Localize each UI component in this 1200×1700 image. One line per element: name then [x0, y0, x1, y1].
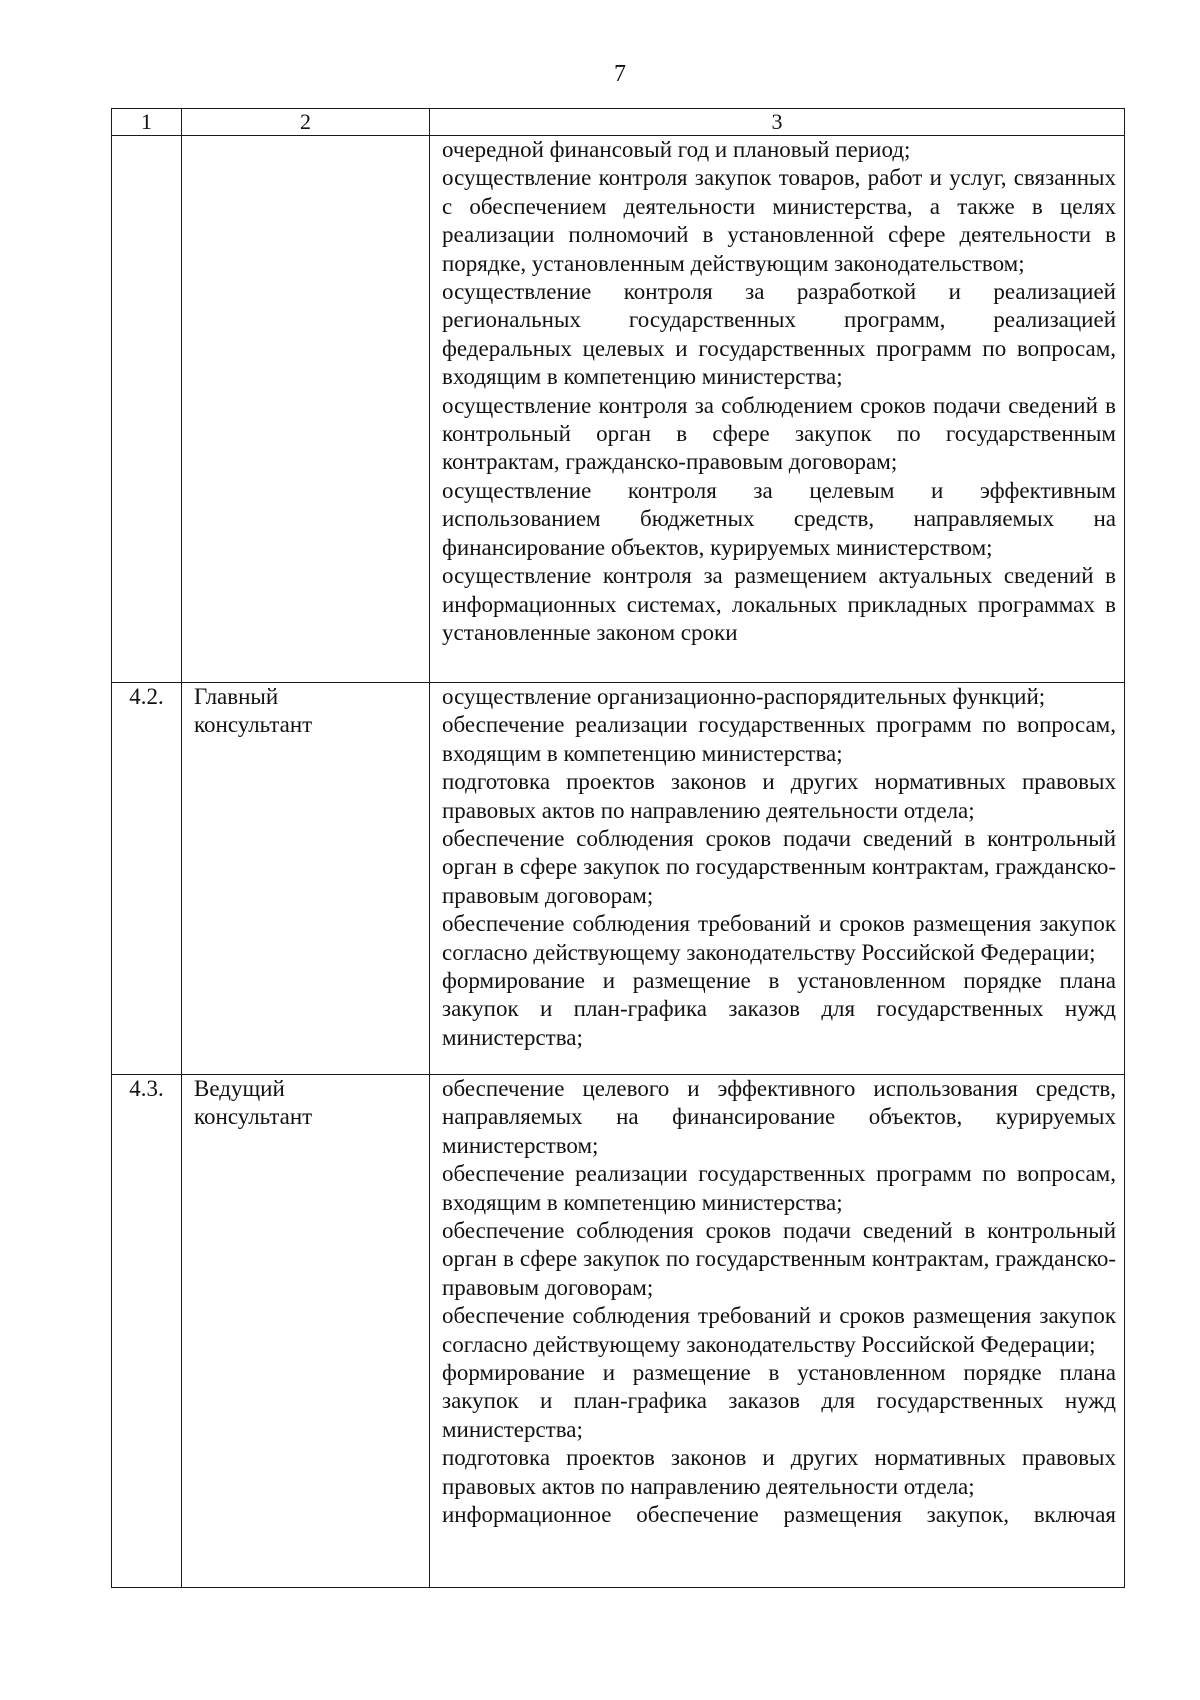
header-col-1: 1 [112, 109, 182, 136]
position-title: консультант [194, 712, 313, 738]
row-duties [430, 683, 1125, 1075]
position-title: консультант [194, 1104, 313, 1130]
duty-item: осуществление контроля за соблюдением сроков подачи сведений в контрольный орган в сфере закупок по государственным контрактам, гражданско-правовым договорам; [442, 392, 1116, 475]
header-col-3: 3 [430, 109, 1125, 136]
row-position [182, 136, 430, 683]
row-position [182, 1075, 430, 1588]
row-position [182, 683, 430, 1075]
row-duties [430, 1075, 1125, 1588]
duties-table [111, 108, 1125, 1588]
page-number: 7 [614, 61, 626, 87]
duty-item: формирование и размещение в установленном порядке плана закупок и план-графика заказов для государственных нужд министерства; [442, 1360, 1116, 1442]
duty-item: обеспечение реализации государственных программ по вопросам, входящим в компетенцию министерства; [442, 1161, 1116, 1215]
table-row-4-2 [112, 683, 1125, 1075]
duty-item: очередной финансовый год и плановый период; [442, 137, 911, 162]
duty-item: осуществление контроля закупок товаров, работ и услуг, связанных с обеспечением деятельности министерства, а также в целях реализации полномочий в установленной сфере деятельности в порядке, установленным действующим законодательством; [442, 165, 1116, 276]
duty-item: информационное обеспечение размещения закупок, включая [442, 1502, 1116, 1528]
duty-item: обеспечение соблюдения сроков подачи сведений в контрольный орган в сфере закупок по государственным контрактам, гражданско-правовым договорам; [442, 826, 1116, 908]
duty-item: подготовка проектов законов и других нормативных правовых правовых актов по направлению деятельности отдела; [442, 1445, 1116, 1499]
duty-item: обеспечение соблюдения требований и сроков размещения закупок согласно действующему законодательству Российской Федерации; [442, 1303, 1116, 1357]
table-row-continuation [112, 136, 1125, 683]
duty-item: подготовка проектов законов и других нормативных правовых правовых актов по направлению деятельности отдела; [442, 769, 1116, 823]
duty-item: обеспечение реализации государственных программ по вопросам, входящим в компетенцию министерства; [442, 712, 1116, 766]
table-row-4-3 [112, 1075, 1125, 1588]
row-number: 4.3. [112, 1075, 182, 1588]
duty-item: обеспечение соблюдения требований и сроков размещения закупок согласно действующему законодательству Российской Федерации; [442, 911, 1116, 965]
row-number: 4.2. [112, 683, 182, 1075]
duty-item: обеспечение целевого и эффективного использования средств, направляемых на финансирование объектов, курируемых министерством; [442, 1076, 1116, 1158]
duty-item: осуществление контроля за размещением актуальных сведений в информационных системах, локальных прикладных программах в установленные законом сроки [442, 563, 1116, 645]
row-duties [430, 136, 1125, 683]
duty-item: осуществление организационно-распорядительных функций; [442, 684, 1046, 709]
row-number [112, 136, 182, 683]
duty-item: формирование и размещение в установленном порядке плана закупок и план-графика заказов для государственных нужд министерства; [442, 968, 1116, 1050]
duty-item: осуществление контроля за целевым и эффективным использованием бюджетных средств, направляемых на финансирование объектов, курируемых министерством; [442, 477, 1116, 560]
position-title: Главный [194, 684, 279, 709]
header-col-2: 2 [182, 109, 430, 136]
table-header-row [112, 109, 1125, 136]
position-title: Ведущий [194, 1076, 285, 1101]
duty-item: осуществление контроля за разработкой и реализацией региональных государственных программ, реализацией федеральных целевых и государственных программ по вопросам, входящим в компетенцию министерства; [442, 279, 1116, 390]
duty-item: обеспечение соблюдения сроков подачи сведений в контрольный орган в сфере закупок по государственным контрактам, гражданско-правовым договорам; [442, 1218, 1116, 1300]
